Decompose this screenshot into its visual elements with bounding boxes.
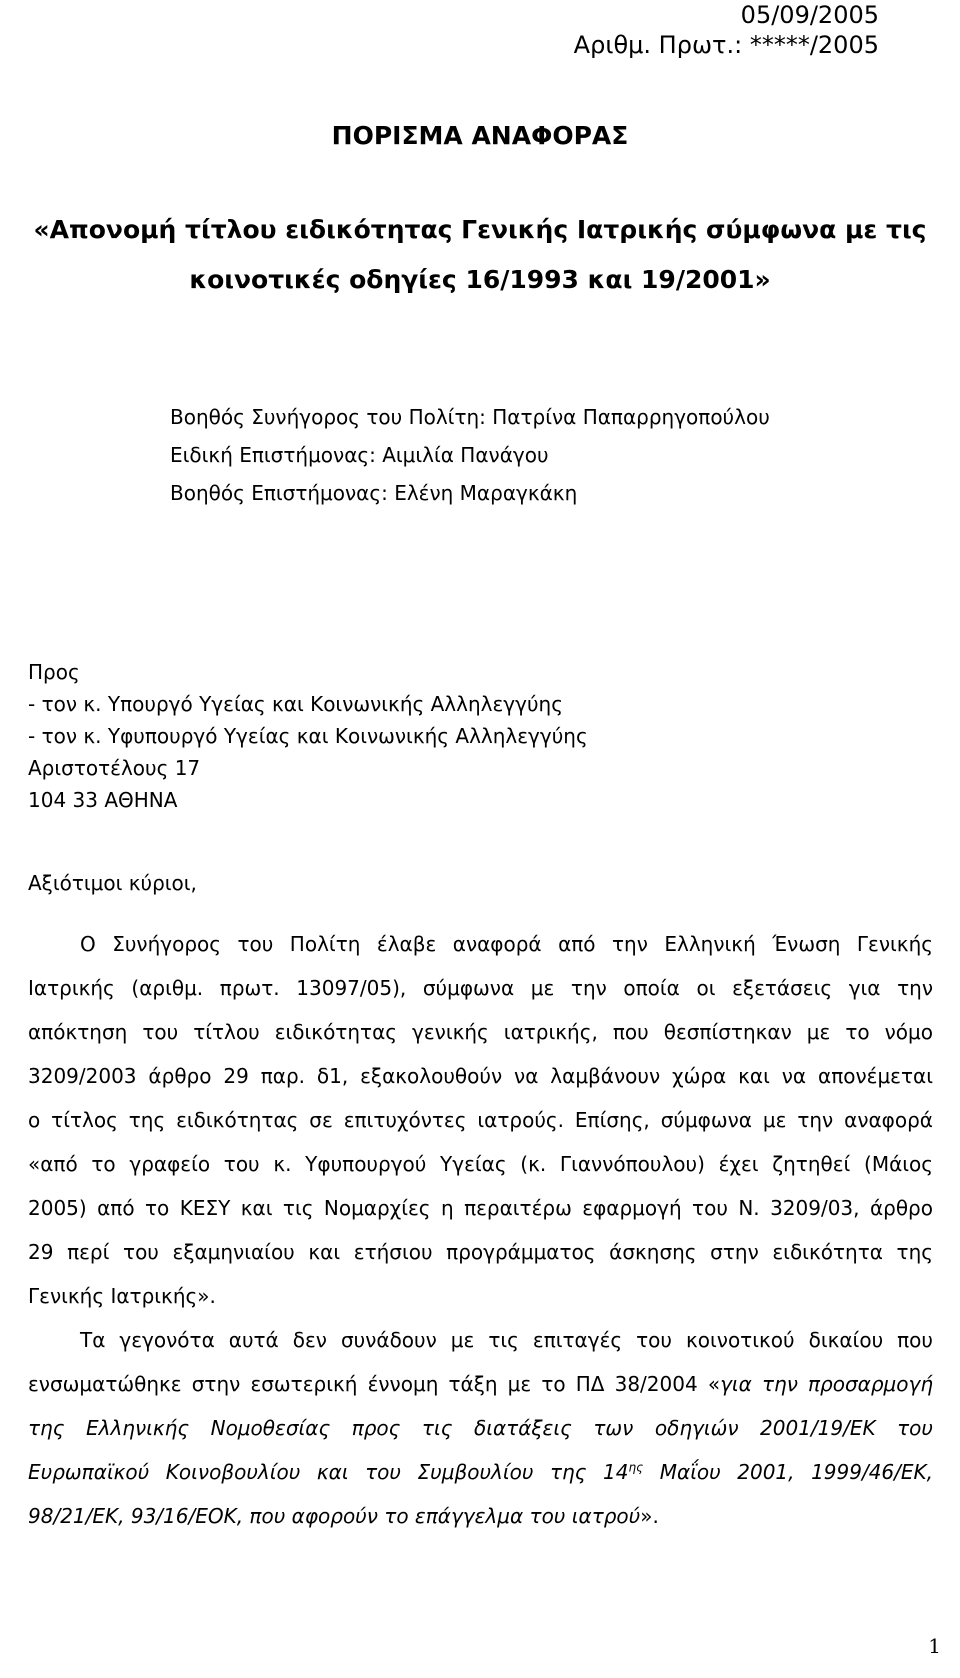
italic-text: για την προσαρμογή: [720, 1372, 933, 1396]
report-subject: [0, 205, 960, 305]
paragraph-line: 2005) από το ΚΕΣΥ και τις Νομαρχίες η περαιτέρω εφαρμογή του Ν. 3209/03, άρθρο: [28, 1196, 933, 1220]
superscript: ης: [628, 1460, 644, 1475]
recipient-line: - τον κ. Υφυπουργό Υγείας και Κοινωνικής Αλληλεγγύης: [28, 724, 588, 748]
paragraph-line: 3209/2003 άρθρο 29 παρ. δ1, εξακολουθούν να λαμβάνουν χώρα και να απονέμεται: [28, 1064, 933, 1088]
protocol-number: Αριθμ. Πρωτ.: *****/2005: [573, 31, 879, 59]
author-line: Βοηθός Επιστήμονας: Ελένη Μαραγκάκη: [170, 481, 578, 505]
recipient-line: - τον κ. Υπουργό Υγείας και Κοινωνικής Αλληλεγγύης: [28, 692, 563, 716]
author-line: Ειδική Επιστήμονας: Αιμιλία Πανάγου: [170, 443, 549, 467]
paragraph-line: Ο Συνήγορος του Πολίτη έλαβε αναφορά από την Ελληνική Ένωση Γενικής: [80, 932, 933, 956]
paragraph-line: [28, 1450, 933, 1494]
plain-text: ενσωματώθηκε στην εσωτερική έννομη τάξη με το ΠΔ 38/2004 «: [28, 1372, 721, 1396]
page-number: 1: [928, 1634, 941, 1658]
italic-text: Μαΐου 2001, 1999/46/ΕΚ,: [643, 1460, 934, 1484]
paragraph-line: [28, 1362, 933, 1406]
recipient-line: Προς: [28, 660, 80, 684]
subject-line: κοινοτικές οδηγίες 16/1993 και 19/2001»: [189, 265, 771, 294]
authors-block: [170, 398, 770, 512]
recipient-line: 104 33 ΑΘΗΝΑ: [28, 788, 178, 812]
salutation: Αξιότιμοι κύριοι,: [28, 871, 197, 895]
author-line: Βοηθός Συνήγορος του Πολίτη: Πατρίνα Παπαρρηγοπούλου: [170, 405, 770, 429]
subject-line: «Απονομή τίτλου ειδικότητας Γενικής Ιατρικής σύμφωνα με τις: [33, 215, 927, 244]
paragraph-line: Γενικής Ιατρικής».: [28, 1284, 216, 1308]
italic-text: 98/21/ΕΚ, 93/16/ΕΟΚ, που αφορούν το επάγγελμα του ιατρού: [28, 1504, 641, 1528]
paragraph-line: Ιατρικής (αριθμ. πρωτ. 13097/05), σύμφωνα με την οποία οι εξετάσεις για την: [28, 976, 933, 1000]
italic-text: Ευρωπαϊκού Κοινοβουλίου και του Συμβουλίου της 14: [28, 1460, 629, 1484]
letter-body: [28, 922, 933, 1538]
recipients-block: [28, 656, 588, 816]
paragraph-line: 29 περί του εξαμηνιαίου και ετήσιου προγράμματος άσκησης στην ειδικότητα της: [28, 1240, 933, 1264]
paragraph-line: [28, 1494, 933, 1538]
paragraph-line: Τα γεγονότα αυτά δεν συνάδουν με τις επιταγές του κοινοτικού δικαίου που: [80, 1328, 933, 1352]
paragraph-line: ο τίτλος της ειδικότητας σε επιτυχόντες ιατρούς. Επίσης, σύμφωνα με την αναφορά: [28, 1108, 933, 1132]
recipient-line: Αριστοτέλους 17: [28, 756, 201, 780]
paragraph-line: απόκτηση του τίτλου ειδικότητας γενικής ιατρικής, που θεσπίστηκαν με το νόμο: [28, 1020, 933, 1044]
document-date: 05/09/2005: [740, 1, 879, 29]
paragraph-line: της Ελληνικής Νομοθεσίας προς τις διατάξεις των οδηγιών 2001/19/ΕΚ του: [28, 1416, 933, 1440]
report-title: ΠΟΡΙΣΜΑ ΑΝΑΦΟΡΑΣ: [331, 121, 629, 150]
paragraph-line: «από το γραφείο του κ. Υφυπουργού Υγείας (κ. Γιαννόπουλου) έχει ζητηθεί (Μάιος: [28, 1152, 933, 1176]
plain-text: ».: [640, 1504, 659, 1528]
